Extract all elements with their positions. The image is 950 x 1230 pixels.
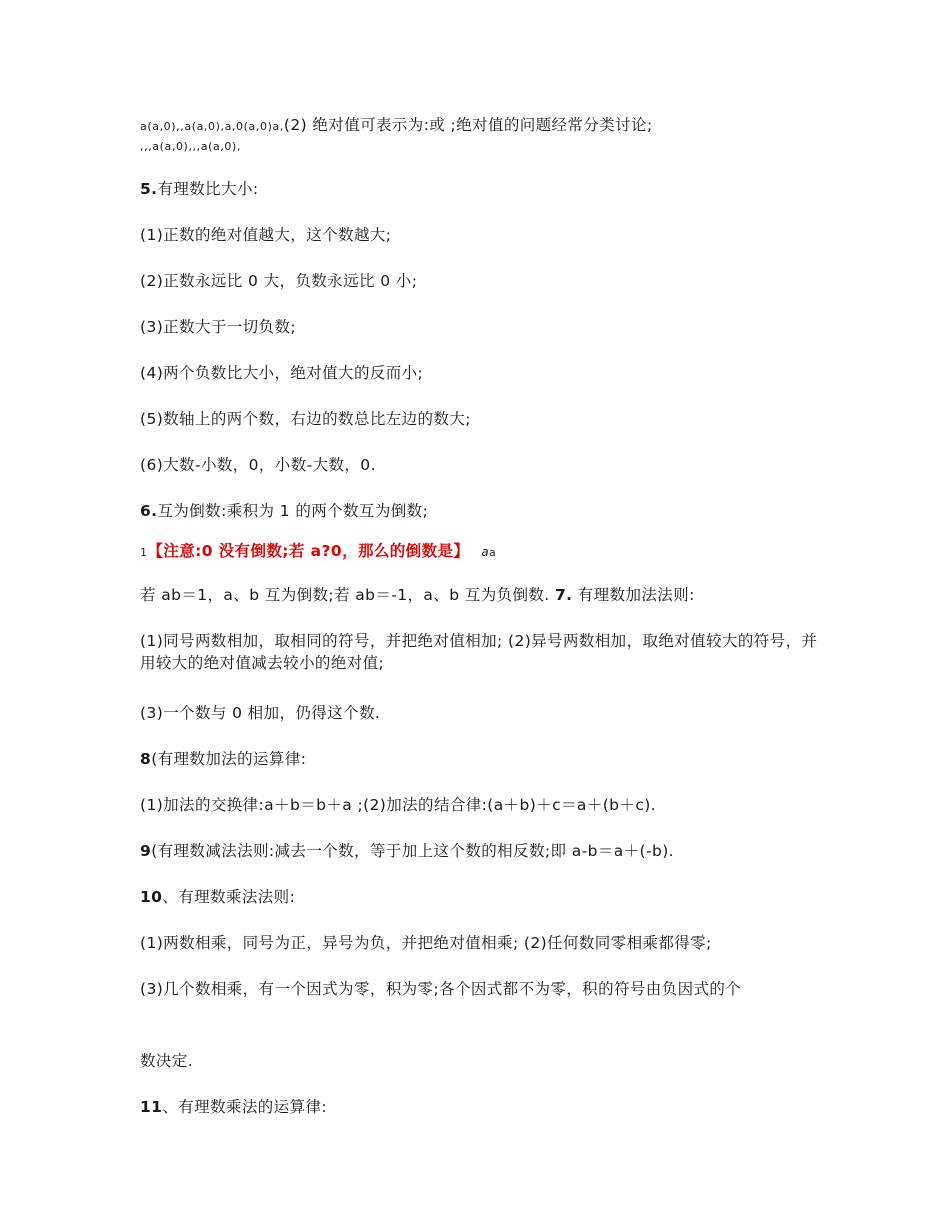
section-number: 8	[140, 750, 152, 768]
section-title: 、有理数乘法的运算律:	[162, 1098, 327, 1116]
section-title: 有理数加法法则:	[577, 586, 695, 604]
note-suffix: a	[489, 546, 497, 559]
section-number: 9	[140, 842, 152, 860]
section-number: 7.	[554, 586, 573, 604]
section-11-heading	[140, 1096, 327, 1118]
subtraction-rule-text: (有理数减法法则:减去一个数，等于加上这个数的相反数;即 a-b＝a＋(-b).	[151, 842, 674, 860]
note-text: a	[310, 542, 322, 560]
section-5-heading	[140, 178, 259, 200]
section-9-line	[140, 840, 674, 862]
list-item-continuation: 数决定.	[140, 1052, 194, 1070]
note-text: 0	[201, 542, 213, 560]
list-item: (1)正数的绝对值越大，这个数越大;	[140, 226, 392, 244]
list-item: (2)正数永远比 0 大，负数永远比 0 小;	[140, 272, 418, 290]
section-number: 10	[140, 888, 163, 906]
section-number: 5.	[140, 180, 158, 198]
note-text: 没有倒数;若	[212, 542, 311, 560]
list-item: (3)几个数相乘，有一个因式为零，积为零;各个因式都不为零，积的符号由负因式的个	[140, 980, 742, 998]
section-title: 、有理数乘法法则:	[162, 888, 296, 906]
section-number: 11	[140, 1098, 163, 1116]
note-text: ，那么的倒数是】	[342, 542, 470, 560]
addition-rules-paragraph: (1)同号两数相加，取相同的符号，并把绝对值相加; (2)异号两数相加，取绝对值较大的符号，并用较大的绝对值减去较小的绝对值;	[140, 632, 818, 672]
section-title: 有理数比大小:	[157, 180, 259, 198]
reciprocal-note	[140, 540, 496, 564]
formula-fragment: a(a,0),,a(a,0),a,0(a,0)a,	[140, 120, 284, 133]
reciprocal-text: 若 ab＝1，a、b 互为倒数;若 ab＝-1，a、b 互为负倒数.	[140, 586, 550, 604]
section-6-heading	[140, 500, 428, 522]
list-item: (1)两数相乘，同号为正，异号为负，并把绝对值相乘; (2)任何数同零相乘都得零;	[140, 934, 712, 952]
section-10-heading	[140, 886, 295, 908]
addition-laws-line: (1)加法的交换律:a＋b＝b＋a ;(2)加法的结合律:(a＋b)＋c＝a＋(b＋c).	[140, 796, 657, 814]
section-title: (有理数加法的运算律:	[151, 750, 307, 768]
absolute-value-line	[140, 114, 653, 136]
section-8-heading	[140, 748, 306, 770]
section-title: 互为倒数:乘积为 1 的两个数互为倒数;	[157, 502, 429, 520]
note-suffix: a	[481, 545, 490, 559]
reciprocal-definition-line	[140, 584, 695, 606]
note-text: ?0	[321, 542, 343, 560]
section-number: 6.	[140, 502, 158, 520]
list-item: (6)大数-小数，0，小数-大数，0.	[140, 456, 376, 474]
note-text: 【注意:	[147, 542, 202, 560]
list-item: (5)数轴上的两个数，右边的数总比左边的数大;	[140, 410, 471, 428]
list-item: (3)正数大于一切负数;	[140, 318, 296, 336]
formula-fragment-line: ,,,a(a,0),,,a(a,0),	[140, 140, 241, 153]
absolute-value-text: (2) 绝对值可表示为:或 ;绝对值的问题经常分类讨论;	[283, 116, 653, 134]
note-prefix: 1	[140, 546, 148, 559]
list-item: (3)一个数与 0 相加，仍得这个数.	[140, 704, 381, 722]
list-item: (4)两个负数比大小，绝对值大的反而小;	[140, 364, 424, 382]
